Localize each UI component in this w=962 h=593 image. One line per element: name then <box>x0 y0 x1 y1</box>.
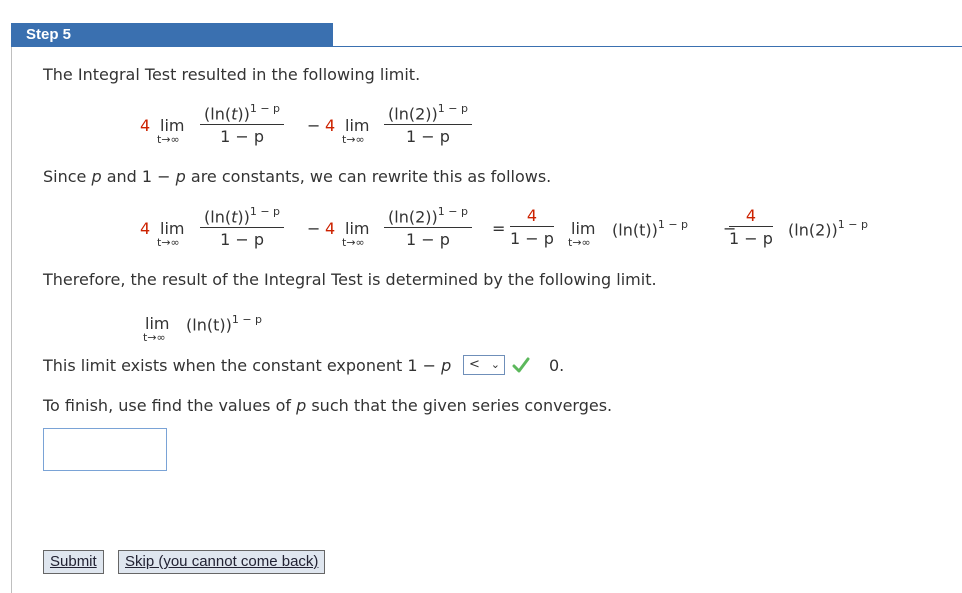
chevron-down-icon: ⌄ <box>490 358 500 371</box>
lim-label-c: lim <box>160 219 185 238</box>
coef-4-c: 4 <box>140 219 151 238</box>
submit-button[interactable]: Submit <box>43 550 104 574</box>
lim-subscript-c: t→∞ <box>157 236 180 249</box>
skip-button[interactable]: Skip (you cannot come back) <box>118 550 325 574</box>
zero-value: 0. <box>549 356 565 375</box>
lim-label: lim <box>160 116 185 135</box>
step-title: Step 5 <box>26 26 72 43</box>
lim-label-d: lim <box>345 219 370 238</box>
lim-subscript: t→∞ <box>157 133 180 146</box>
therefore-text: Therefore, the result of the Integral Test is determined by the following limit. <box>43 270 657 289</box>
fraction-ln-2-2: $\frac{(\ln(2))^{1 - p}}{1 - p}$ <box>384 206 472 249</box>
lim-label-b: lim <box>345 116 370 135</box>
fraction-4-over-b: $\frac{4}{1 - p}$ <box>729 206 773 248</box>
lim-label-f: lim <box>145 314 170 333</box>
fraction-ln-t: $\frac{(\ln(t))^{1 - p}}{1 - p}$ <box>200 103 284 146</box>
check-icon <box>512 356 530 374</box>
lim-subscript-f: t→∞ <box>143 331 166 344</box>
lim-subscript-d: t→∞ <box>342 236 365 249</box>
fraction-4-over: $\frac{4}{1 - p}$ <box>510 206 554 248</box>
answer-input[interactable] <box>43 428 167 471</box>
step-left-border <box>11 47 12 593</box>
comparison-select[interactable]: < ⌄ <box>463 355 505 375</box>
coef-4-d: 4 <box>325 219 336 238</box>
equals-sign: = <box>492 219 506 238</box>
lim-subscript-e: t→∞ <box>568 236 591 249</box>
minus-sign-3: − <box>723 219 737 238</box>
minus-sign-2: − <box>307 219 321 238</box>
ln-t-power: $(\ln(t))^{1 - p}$ <box>612 218 689 240</box>
intro-text: The Integral Test resulted in the following limit. <box>43 65 421 84</box>
lim-subscript-b: t→∞ <box>342 133 365 146</box>
step-header <box>11 23 333 47</box>
lim-label-e: lim <box>571 219 596 238</box>
step-rule <box>333 46 962 47</box>
ln-t-power-final: $(\ln(t))^{1 - p}$ <box>186 313 263 335</box>
fraction-ln-t-2: $\frac{(\ln(t))^{1 - p}}{1 - p}$ <box>200 206 284 249</box>
fraction-ln-2: $\frac{(\ln(2))^{1 - p}}{1 - p}$ <box>384 103 472 146</box>
minus-sign: − <box>307 116 321 135</box>
exists-text: This limit exists when the constant exponent 1 − p <box>43 356 452 375</box>
coef-4: 4 <box>140 116 151 135</box>
finish-text: To finish, use find the values of p such that the given series converges. <box>43 396 613 415</box>
ln-2-power: $(\ln(2))^{1 - p}$ <box>788 218 868 240</box>
coef-4-b: 4 <box>325 116 336 135</box>
since-text: Since p and 1 − p are constants, we can rewrite this as follows. <box>43 167 552 186</box>
